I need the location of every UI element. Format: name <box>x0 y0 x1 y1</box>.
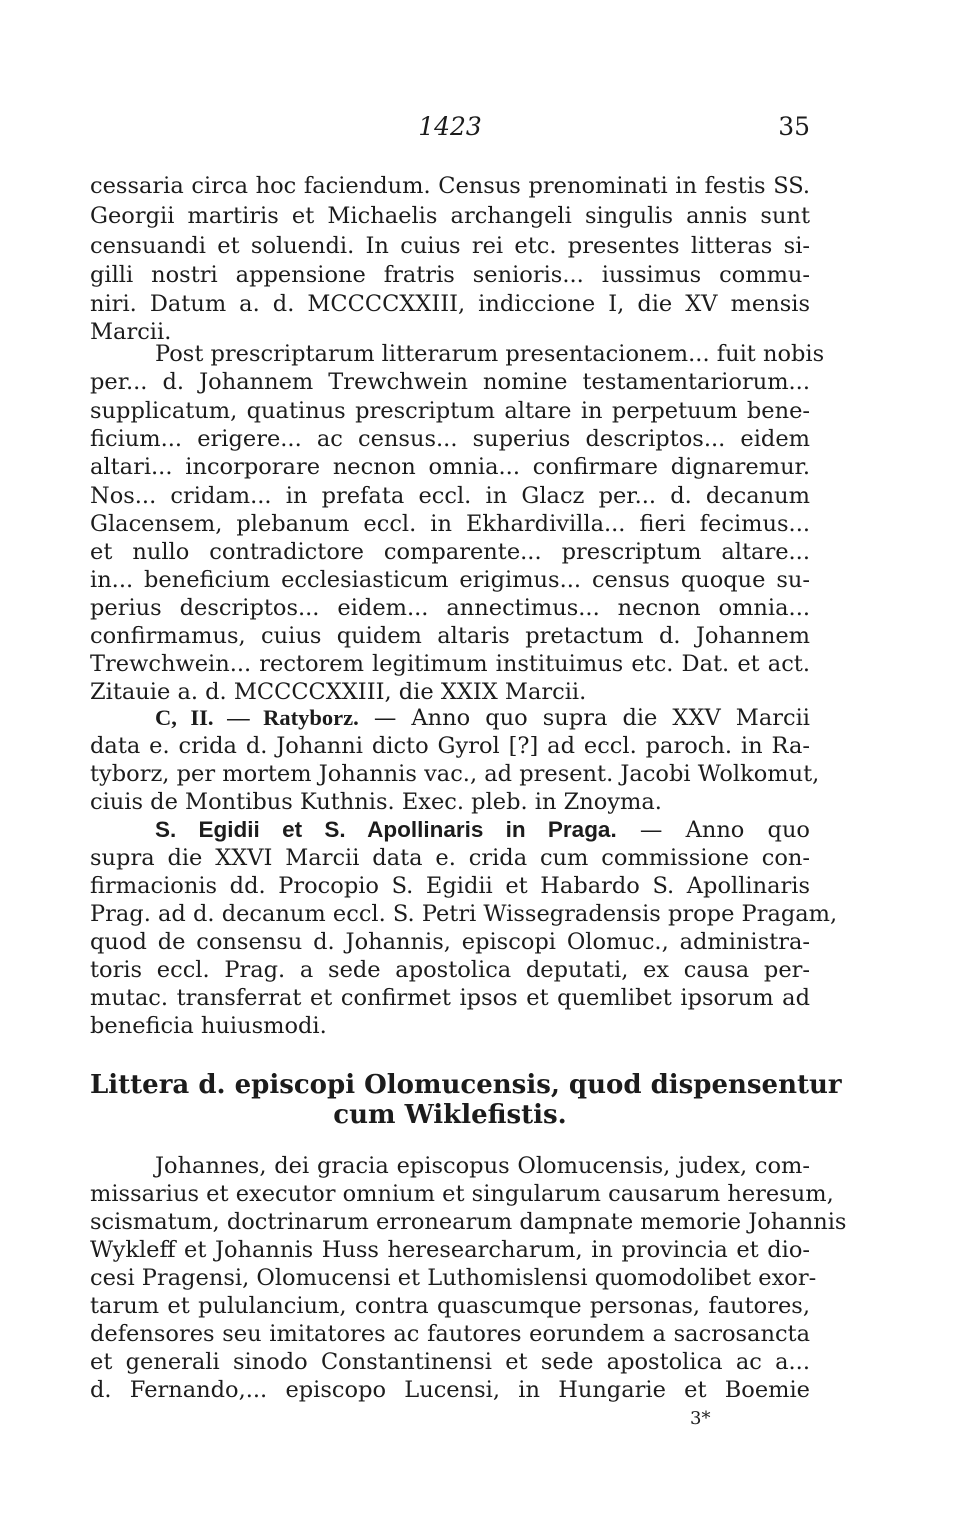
text-line: et generali sinodo Constantinensi et sede apostolica ac a... <box>90 1349 810 1375</box>
text-line: quod de consensu d. Johannis, episcopi Olomuc., administra- <box>90 929 810 955</box>
text-line: confirmamus, cuius quidem altaris pretactum d. Johannem <box>90 623 810 649</box>
text-line: perius descriptos... eidem... annectimus... necnon omnia... <box>90 595 810 621</box>
page-number: 35 <box>778 112 810 141</box>
section-heading-line-1: Littera d. episcopi Olomucensis, quod dispensentur <box>90 1070 842 1100</box>
text-line: in... beneficium ecclesiasticum erigimus... census quoque su- <box>90 567 810 593</box>
running-head <box>90 112 810 144</box>
text-line: supra die XXVI Marcii data e. crida cum commissione con- <box>90 845 810 871</box>
text-line: altari... incorporare necnon omnia... confirmare dignaremur. <box>90 454 810 480</box>
text-line: Wykleff et Johannis Huss heresearcharum, in provincia et dio- <box>90 1237 810 1263</box>
text-line: scismatum, doctrinarum erronearum dampnate memorie Johannis <box>90 1209 847 1235</box>
text-line <box>155 704 810 732</box>
text-line: mutac. transferrat et confirmet ipsos et quemlibet ipsorum ad <box>90 985 810 1011</box>
entry-lead-text: — Anno quo supra die XXV Marcii <box>358 705 810 731</box>
text-line: Trewchwein... rectorem legitimum instituimus etc. Dat. et act. <box>90 651 810 677</box>
entry-lead-text: — Anno quo <box>616 817 810 843</box>
text-line: supplicatum, quatinus prescriptum altare in perpetuum bene- <box>90 398 810 424</box>
text-line: tyborz, per mortem Johannis vac., ad present. Jacobi Wolkomut, <box>90 761 820 787</box>
text-line: Marcii. <box>90 319 172 345</box>
text-line: toris eccl. Prag. a sede apostolica deputati, ex causa per- <box>90 957 810 983</box>
text-line: missarius et executor omnium et singularum causarum heresum, <box>90 1181 834 1207</box>
section-heading-line-2: cum Wiklefistis. <box>333 1100 567 1130</box>
text-line: Johannes, dei gracia episcopus Olomucensis, judex, com- <box>155 1153 810 1179</box>
text-line: ciuis de Montibus Kuthnis. Exec. pleb. in Znoyma. <box>90 789 662 815</box>
text-line: firmacionis dd. Procopio S. Egidii et Habardo S. Apollinaris <box>90 873 810 899</box>
text-line: gilli nostri appensione fratris senioris... iussimus commu- <box>90 262 810 288</box>
text-line: Nos... cridam... in prefata eccl. in Glacz per... d. decanum <box>90 483 810 509</box>
text-line: ficium... erigere... ac census... superius descriptos... eidem <box>90 426 810 452</box>
text-line: Georgii martiris et Michaelis archangeli singulis annis sunt <box>90 203 810 229</box>
text-line: defensores seu imitatores ac fautores eorundem a sacrosancta <box>90 1321 810 1347</box>
entry-title: S. Egidii et S. Apollinaris in Praga. <box>155 817 617 842</box>
text-line: d. Fernando,... episcopo Lucensi, in Hungarie et Boemie <box>90 1377 810 1403</box>
text-line: data e. crida d. Johanni dicto Gyrol [?] ad eccl. paroch. in Ra- <box>90 733 810 759</box>
text-line: niri. Datum a. d. MCCCCXXIII, indiccione I, die XV mensis <box>90 291 810 317</box>
text-line: Post prescriptarum litterarum presentacionem... fuit nobis <box>155 341 825 367</box>
text-line <box>155 816 810 844</box>
text-line: cessaria circa hoc faciendum. Census prenominati in festis SS. <box>90 173 810 199</box>
text-line: censuandi et soluendi. In cuius rei etc. presentes litteras si- <box>90 233 810 259</box>
text-line: Zitauie a. d. MCCCCXXIII, die XXIX Marcii. <box>90 679 587 705</box>
text-line: cesi Pragensi, Olomucensi et Luthomislensi quomodolibet exor- <box>90 1265 817 1291</box>
running-head-year: 1423 <box>418 112 482 141</box>
text-line: Glacensem, plebanum eccl. in Ekhardivilla... fieri fecimus... <box>90 511 810 537</box>
entry-title: C, II. — Ratyborz. <box>155 705 359 730</box>
text-line: et nullo contradictore comparente... prescriptum altare... <box>90 539 810 565</box>
text-line: beneficia huiusmodi. <box>90 1013 327 1039</box>
text-line: tarum et pululancium, contra quascumque personas, fautores, <box>90 1293 810 1319</box>
text-line: per... d. Johannem Trewchwein nomine testamentariorum... <box>90 369 810 395</box>
text-line: Prag. ad d. decanum eccl. S. Petri Wissegradensis prope Pragam, <box>90 901 838 927</box>
signature-mark: 3* <box>690 1408 711 1429</box>
